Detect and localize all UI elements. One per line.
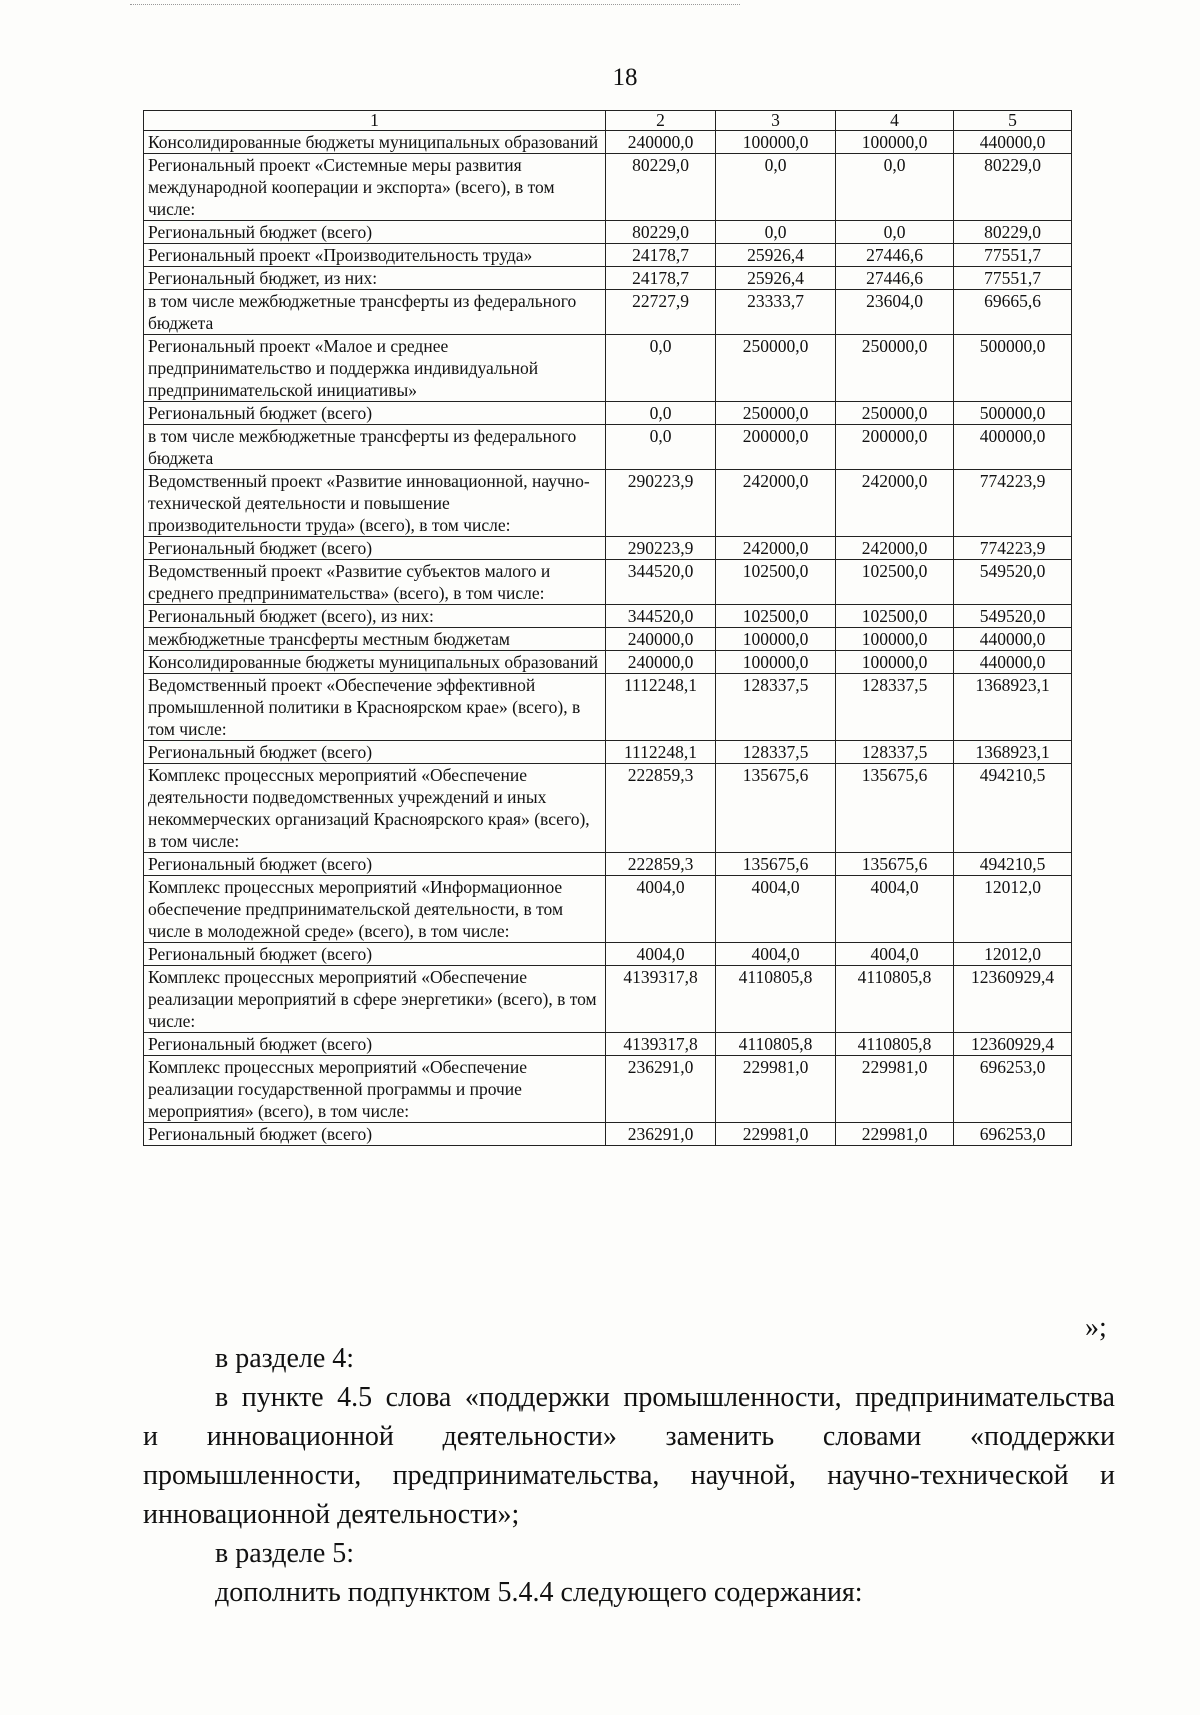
value-cell: 23333,7: [716, 290, 836, 335]
page-number: 18: [612, 64, 638, 91]
value-cell: 23604,0: [836, 290, 954, 335]
budget-table: [143, 110, 1072, 1146]
row-label: Консолидированные бюджеты муниципальных образований: [144, 651, 606, 674]
value-cell: 0,0: [716, 221, 836, 244]
table-row: [144, 966, 1072, 1033]
value-cell: 774223,9: [954, 537, 1072, 560]
row-label: Региональный бюджет (всего), из них:: [144, 605, 606, 628]
table-row: [144, 402, 1072, 425]
value-cell: 135675,6: [836, 853, 954, 876]
value-cell: 400000,0: [954, 425, 1072, 470]
value-cell: 24178,7: [606, 267, 716, 290]
row-label: Региональный бюджет (всего): [144, 943, 606, 966]
table-row: [144, 741, 1072, 764]
row-label: межбюджетные трансферты местным бюджетам: [144, 628, 606, 651]
table-row: [144, 1056, 1072, 1123]
value-cell: 1112248,1: [606, 741, 716, 764]
value-cell: 494210,5: [954, 853, 1072, 876]
row-label: Региональный бюджет (всего): [144, 402, 606, 425]
value-cell: 12012,0: [954, 876, 1072, 943]
value-cell: 128337,5: [716, 741, 836, 764]
value-cell: 128337,5: [836, 741, 954, 764]
row-label: Региональный бюджет (всего): [144, 537, 606, 560]
table-row: [144, 1123, 1072, 1146]
paragraph-section-5: в разделе 5:: [215, 1538, 355, 1569]
value-cell: 344520,0: [606, 605, 716, 628]
value-cell: 4110805,8: [836, 1033, 954, 1056]
row-label: Региональный проект «Производительность труда»: [144, 244, 606, 267]
value-cell: 22727,9: [606, 290, 716, 335]
value-cell: 102500,0: [716, 560, 836, 605]
value-cell: 242000,0: [836, 537, 954, 560]
value-cell: 4110805,8: [836, 966, 954, 1033]
value-cell: 100000,0: [716, 628, 836, 651]
value-cell: 236291,0: [606, 1056, 716, 1123]
table-row: [144, 425, 1072, 470]
table-row: [144, 651, 1072, 674]
value-cell: 27446,6: [836, 267, 954, 290]
value-cell: 102500,0: [716, 605, 836, 628]
value-cell: 80229,0: [606, 221, 716, 244]
table-row: [144, 764, 1072, 853]
value-cell: 80229,0: [954, 221, 1072, 244]
value-cell: 242000,0: [716, 537, 836, 560]
row-label: Ведомственный проект «Развитие инновационной, научно-технической деятельности и повышение производительности труда» (всего), в том числе:: [144, 470, 606, 537]
table-row: [144, 605, 1072, 628]
row-label: Комплекс процессных мероприятий «Обеспечение реализации государственной программы и прочие мероприятия» (всего), в том числе:: [144, 1056, 606, 1123]
value-cell: 240000,0: [606, 651, 716, 674]
value-cell: 250000,0: [716, 335, 836, 402]
value-cell: 25926,4: [716, 244, 836, 267]
row-label: Региональный бюджет (всего): [144, 221, 606, 244]
value-cell: 229981,0: [716, 1056, 836, 1123]
table-row: [144, 674, 1072, 741]
row-label: Региональный бюджет, из них:: [144, 267, 606, 290]
header-cell: 5: [954, 111, 1072, 131]
value-cell: 25926,4: [716, 267, 836, 290]
value-cell: 696253,0: [954, 1123, 1072, 1146]
scan-edge-line: [130, 4, 740, 5]
value-cell: 135675,6: [716, 853, 836, 876]
value-cell: 4004,0: [716, 943, 836, 966]
value-cell: 4004,0: [836, 876, 954, 943]
row-label: Ведомственный проект «Обеспечение эффективной промышленной политики в Красноярском крае» (всего), в том числе:: [144, 674, 606, 741]
paragraph-line: и инновационной деятельности» заменить словами «поддержки: [143, 1421, 1115, 1452]
paragraph-line: инновационной деятельности»;: [143, 1499, 520, 1530]
table-row: [144, 221, 1072, 244]
row-label: Консолидированные бюджеты муниципальных образований: [144, 131, 606, 154]
value-cell: 500000,0: [954, 402, 1072, 425]
table-row: [144, 628, 1072, 651]
value-cell: 128337,5: [716, 674, 836, 741]
value-cell: 240000,0: [606, 628, 716, 651]
value-cell: 24178,7: [606, 244, 716, 267]
table-row: [144, 267, 1072, 290]
row-label: Комплекс процессных мероприятий «Обеспечение деятельности подведомственных учреждений и иных некоммерческих организаций Красноярского края» (всего), в том числе:: [144, 764, 606, 853]
value-cell: 440000,0: [954, 651, 1072, 674]
paragraph-line: промышленности, предпринимательства, научной, научно-технической и: [143, 1460, 1115, 1491]
value-cell: 0,0: [606, 402, 716, 425]
table-row: [144, 131, 1072, 154]
value-cell: 12012,0: [954, 943, 1072, 966]
table-row: [144, 853, 1072, 876]
value-cell: 12360929,4: [954, 1033, 1072, 1056]
value-cell: 80229,0: [606, 154, 716, 221]
value-cell: 229981,0: [836, 1123, 954, 1146]
value-cell: 1112248,1: [606, 674, 716, 741]
table-row: [144, 537, 1072, 560]
value-cell: 4110805,8: [716, 1033, 836, 1056]
value-cell: 135675,6: [836, 764, 954, 853]
value-cell: 236291,0: [606, 1123, 716, 1146]
value-cell: 27446,6: [836, 244, 954, 267]
header-cell: 2: [606, 111, 716, 131]
value-cell: 135675,6: [716, 764, 836, 853]
value-cell: 0,0: [836, 154, 954, 221]
value-cell: 240000,0: [606, 131, 716, 154]
value-cell: 200000,0: [836, 425, 954, 470]
header-cell: 1: [144, 111, 606, 131]
value-cell: 77551,7: [954, 244, 1072, 267]
value-cell: 200000,0: [716, 425, 836, 470]
value-cell: 0,0: [606, 425, 716, 470]
value-cell: 0,0: [606, 335, 716, 402]
value-cell: 4139317,8: [606, 966, 716, 1033]
value-cell: 4004,0: [606, 876, 716, 943]
value-cell: 4139317,8: [606, 1033, 716, 1056]
row-label: Региональный бюджет (всего): [144, 853, 606, 876]
value-cell: 229981,0: [716, 1123, 836, 1146]
value-cell: 4004,0: [606, 943, 716, 966]
value-cell: 250000,0: [716, 402, 836, 425]
budget-table-body: [144, 131, 1072, 1146]
value-cell: 69665,6: [954, 290, 1072, 335]
row-label: в том числе межбюджетные трансферты из федерального бюджета: [144, 290, 606, 335]
value-cell: 696253,0: [954, 1056, 1072, 1123]
value-cell: 4004,0: [716, 876, 836, 943]
paragraph-line: в пункте 4.5 слова «поддержки промышленности, предпринимательства: [215, 1382, 1115, 1413]
header-cell: 4: [836, 111, 954, 131]
value-cell: 1368923,1: [954, 741, 1072, 764]
row-label: Региональный бюджет (всего): [144, 1123, 606, 1146]
value-cell: 80229,0: [954, 154, 1072, 221]
table-row: [144, 1033, 1072, 1056]
value-cell: 242000,0: [836, 470, 954, 537]
value-cell: 100000,0: [836, 131, 954, 154]
value-cell: 500000,0: [954, 335, 1072, 402]
paragraph-add-subpoint: дополнить подпунктом 5.4.4 следующего содержания:: [215, 1577, 863, 1608]
value-cell: 774223,9: [954, 470, 1072, 537]
value-cell: 100000,0: [716, 651, 836, 674]
table-row: [144, 470, 1072, 537]
value-cell: 440000,0: [954, 628, 1072, 651]
value-cell: 77551,7: [954, 267, 1072, 290]
row-label: Региональный бюджет (всего): [144, 1033, 606, 1056]
value-cell: 12360929,4: [954, 966, 1072, 1033]
table-row: [144, 290, 1072, 335]
value-cell: 549520,0: [954, 560, 1072, 605]
row-label: Региональный проект «Системные меры развития международной кооперации и экспорта» (всего), в том числе:: [144, 154, 606, 221]
value-cell: 222859,3: [606, 764, 716, 853]
table-row: [144, 943, 1072, 966]
row-label: Комплекс процессных мероприятий «Информационное обеспечение предпринимательской деятельности, в том числе в молодежной среде» (всего), в том числе:: [144, 876, 606, 943]
row-label: Региональный проект «Малое и среднее предпринимательство и поддержка индивидуальной предпринимательской инициативы»: [144, 335, 606, 402]
row-label: в том числе межбюджетные трансферты из федерального бюджета: [144, 425, 606, 470]
closing-quote-mark: »;: [1085, 1312, 1107, 1343]
value-cell: 102500,0: [836, 605, 954, 628]
row-label: Региональный бюджет (всего): [144, 741, 606, 764]
value-cell: 128337,5: [836, 674, 954, 741]
value-cell: 4004,0: [836, 943, 954, 966]
value-cell: 100000,0: [836, 628, 954, 651]
value-cell: 440000,0: [954, 131, 1072, 154]
header-cell: 3: [716, 111, 836, 131]
value-cell: 222859,3: [606, 853, 716, 876]
table-row: [144, 154, 1072, 221]
value-cell: 250000,0: [836, 402, 954, 425]
row-label: Ведомственный проект «Развитие субъектов малого и среднего предпринимательства» (всего), в том числе:: [144, 560, 606, 605]
table-row: [144, 335, 1072, 402]
value-cell: 250000,0: [836, 335, 954, 402]
value-cell: 0,0: [836, 221, 954, 244]
paragraph-section-4: в разделе 4:: [215, 1343, 355, 1374]
amendment-text: [143, 1339, 1115, 1612]
table-row: [144, 876, 1072, 943]
table-row: [144, 244, 1072, 267]
value-cell: 549520,0: [954, 605, 1072, 628]
value-cell: 100000,0: [836, 651, 954, 674]
value-cell: 0,0: [716, 154, 836, 221]
value-cell: 102500,0: [836, 560, 954, 605]
value-cell: 4110805,8: [716, 966, 836, 1033]
value-cell: 494210,5: [954, 764, 1072, 853]
table-header-row: [144, 111, 1072, 131]
value-cell: 242000,0: [716, 470, 836, 537]
value-cell: 290223,9: [606, 470, 716, 537]
value-cell: 290223,9: [606, 537, 716, 560]
value-cell: 1368923,1: [954, 674, 1072, 741]
table-row: [144, 560, 1072, 605]
row-label: Комплекс процессных мероприятий «Обеспечение реализации мероприятий в сфере энергетики» (всего), в том числе:: [144, 966, 606, 1033]
value-cell: 344520,0: [606, 560, 716, 605]
value-cell: 229981,0: [836, 1056, 954, 1123]
value-cell: 100000,0: [716, 131, 836, 154]
